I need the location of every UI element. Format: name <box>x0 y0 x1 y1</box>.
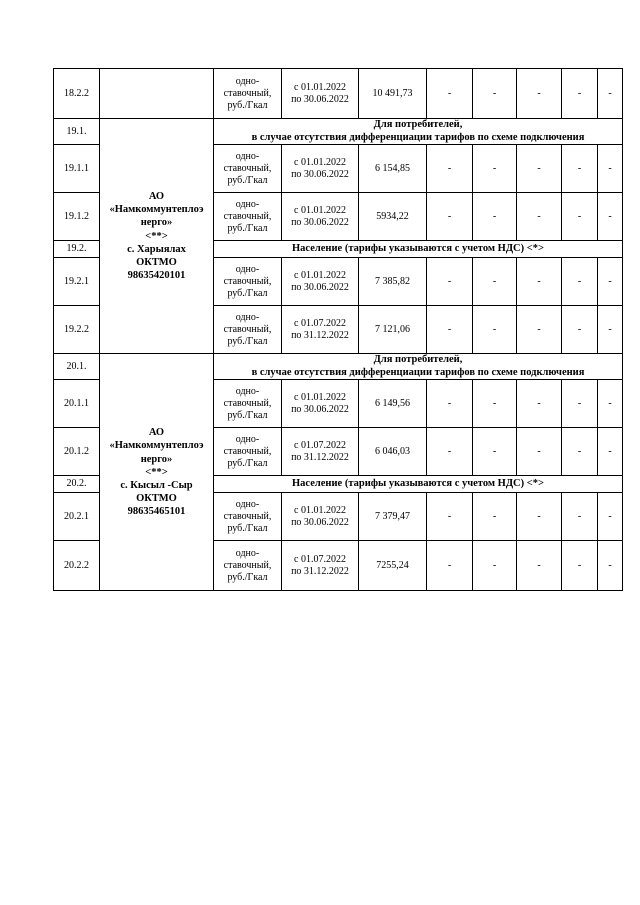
tariff-value: 6 046,03 <box>359 428 427 476</box>
tariff-value: 7 121,06 <box>359 306 427 354</box>
tariff-value: 7255,24 <box>359 541 427 591</box>
dash-cell: - <box>562 493 598 541</box>
table-row <box>54 69 623 119</box>
row-number: 20.2.2 <box>54 541 100 591</box>
section-row <box>54 354 623 380</box>
dash-cell: - <box>598 69 623 119</box>
dash-cell: - <box>427 541 473 591</box>
organization-cell: АО «Намкоммунтеплоэ нерго» <**> с. Кысыл -Сыр ОКТМО 98635465101 <box>100 354 214 591</box>
dash-cell: - <box>427 493 473 541</box>
row-number: 19.2.1 <box>54 258 100 306</box>
row-number: 20.2.1 <box>54 493 100 541</box>
tariff-value: 6 154,85 <box>359 145 427 193</box>
dash-cell: - <box>517 493 562 541</box>
row-number: 20.1. <box>54 354 100 380</box>
period: с 01.01.2022 по 30.06.2022 <box>282 69 359 119</box>
rate-type: одно- ставочный, руб./Гкал <box>214 258 282 306</box>
dash-cell: - <box>473 493 517 541</box>
tariff-value: 10 491,73 <box>359 69 427 119</box>
dash-cell: - <box>562 306 598 354</box>
row-number: 18.2.2 <box>54 69 100 119</box>
tariff-value: 7 385,82 <box>359 258 427 306</box>
dash-cell: - <box>562 541 598 591</box>
dash-cell: - <box>562 69 598 119</box>
dash-cell: - <box>427 145 473 193</box>
dash-cell: - <box>473 69 517 119</box>
rate-type: одно- ставочный, руб./Гкал <box>214 541 282 591</box>
organization-cell: АО «Намкоммунтеплоэ нерго» <**> с. Харыялах ОКТМО 98635420101 <box>100 119 214 354</box>
period: с 01.07.2022 по 31.12.2022 <box>282 306 359 354</box>
dash-cell: - <box>427 306 473 354</box>
dash-cell: - <box>473 541 517 591</box>
dash-cell: - <box>517 541 562 591</box>
dash-cell: - <box>517 258 562 306</box>
section-row <box>54 119 623 145</box>
period: с 01.07.2022 по 31.12.2022 <box>282 428 359 476</box>
dash-cell: - <box>473 258 517 306</box>
section-title: Население (тарифы указываются с учетом НДС) <*> <box>214 241 623 258</box>
tariff-value: 7 379,47 <box>359 493 427 541</box>
row-number: 19.2.2 <box>54 306 100 354</box>
period: с 01.01.2022 по 30.06.2022 <box>282 380 359 428</box>
org-cell-empty <box>100 69 214 119</box>
dash-cell: - <box>517 69 562 119</box>
dash-cell: - <box>562 258 598 306</box>
dash-cell: - <box>562 428 598 476</box>
row-number: 20.1.2 <box>54 428 100 476</box>
rate-type: одно- ставочный, руб./Гкал <box>214 145 282 193</box>
dash-cell: - <box>598 258 623 306</box>
dash-cell: - <box>598 541 623 591</box>
dash-cell: - <box>598 306 623 354</box>
period: с 01.01.2022 по 30.06.2022 <box>282 493 359 541</box>
row-number: 19.2. <box>54 241 100 258</box>
dash-cell: - <box>598 493 623 541</box>
rate-type: одно- ставочный, руб./Гкал <box>214 69 282 119</box>
tariff-value: 6 149,56 <box>359 380 427 428</box>
dash-cell: - <box>473 145 517 193</box>
dash-cell: - <box>562 145 598 193</box>
dash-cell: - <box>427 258 473 306</box>
section-title: Для потребителей, в случае отсутствия дифференциации тарифов по схеме подключения <box>214 354 623 380</box>
rate-type: одно- ставочный, руб./Гкал <box>214 193 282 241</box>
row-number: 19.1.2 <box>54 193 100 241</box>
row-number: 19.1. <box>54 119 100 145</box>
dash-cell: - <box>473 428 517 476</box>
dash-cell: - <box>517 380 562 428</box>
dash-cell: - <box>562 380 598 428</box>
tariff-table <box>53 68 623 591</box>
dash-cell: - <box>517 145 562 193</box>
period: с 01.01.2022 по 30.06.2022 <box>282 258 359 306</box>
dash-cell: - <box>562 193 598 241</box>
rate-type: одно- ставочный, руб./Гкал <box>214 493 282 541</box>
dash-cell: - <box>427 69 473 119</box>
period: с 01.01.2022 по 30.06.2022 <box>282 193 359 241</box>
dash-cell: - <box>473 306 517 354</box>
dash-cell: - <box>598 380 623 428</box>
tariff-value: 5934,22 <box>359 193 427 241</box>
dash-cell: - <box>517 193 562 241</box>
rate-type: одно- ставочный, руб./Гкал <box>214 428 282 476</box>
section-title: Для потребителей, в случае отсутствия дифференциации тарифов по схеме подключения <box>214 119 623 145</box>
dash-cell: - <box>427 380 473 428</box>
row-number: 20.1.1 <box>54 380 100 428</box>
period: с 01.07.2022 по 31.12.2022 <box>282 541 359 591</box>
dash-cell: - <box>598 428 623 476</box>
row-number: 20.2. <box>54 476 100 493</box>
period: с 01.01.2022 по 30.06.2022 <box>282 145 359 193</box>
dash-cell: - <box>473 193 517 241</box>
rate-type: одно- ставочный, руб./Гкал <box>214 380 282 428</box>
row-number: 19.1.1 <box>54 145 100 193</box>
dash-cell: - <box>598 193 623 241</box>
dash-cell: - <box>517 428 562 476</box>
dash-cell: - <box>473 380 517 428</box>
dash-cell: - <box>598 145 623 193</box>
dash-cell: - <box>427 428 473 476</box>
dash-cell: - <box>427 193 473 241</box>
dash-cell: - <box>517 306 562 354</box>
rate-type: одно- ставочный, руб./Гкал <box>214 306 282 354</box>
section-title: Население (тарифы указываются с учетом НДС) <*> <box>214 476 623 493</box>
